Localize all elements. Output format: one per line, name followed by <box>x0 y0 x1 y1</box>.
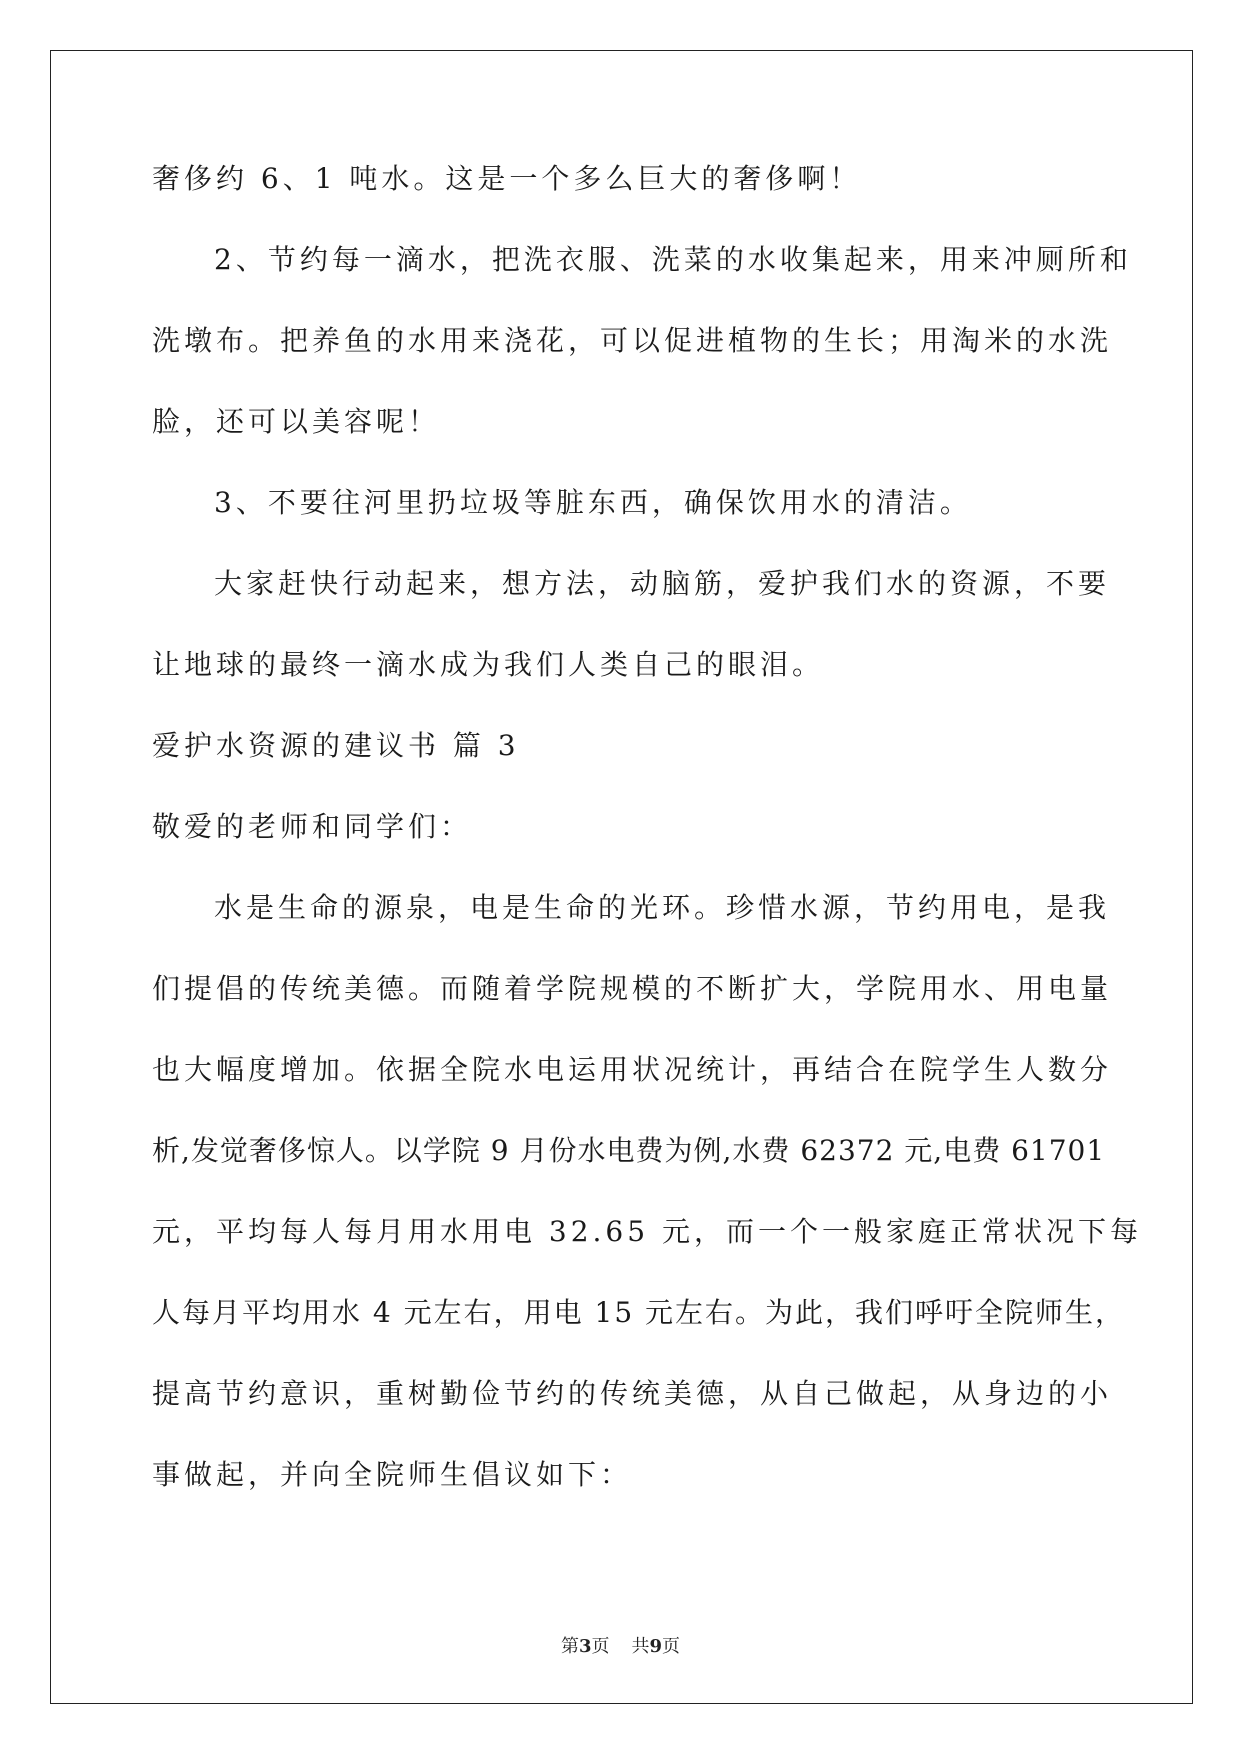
text-line: 让地球的最终一滴水成为我们人类自己的眼泪。 <box>152 648 825 681</box>
document-body <box>152 162 1142 1542</box>
text-line: 也大幅度增加。依据全院水电运用状况统计，再结合在院学生人数分 <box>152 1053 1113 1086</box>
footer-page-suffix: 页 <box>591 1636 610 1657</box>
text-line: 提高节约意识，重树勤俭节约的传统美德，从自己做起，从身边的小 <box>152 1377 1113 1410</box>
footer-total-prefix: 共 <box>631 1636 650 1657</box>
salutation: 敬爱的老师和同学们： <box>152 810 473 843</box>
total-pages-number: 9 <box>649 1636 663 1657</box>
text-line: 析,发觉奢侈惊人。以学院 9 月份水电费为例,水费 62372 元,电费 61701 <box>152 1134 1106 1167</box>
text-line: 洗墩布。把养鱼的水用来浇花，可以促进植物的生长；用淘米的水洗 <box>152 324 1113 357</box>
text-line: 2、节约每一滴水，把洗衣服、洗菜的水收集起来，用来冲厕所和 <box>214 243 1132 276</box>
footer-prefix: 第 <box>560 1636 579 1657</box>
text-line: 水是生命的源泉，电是生命的光环。珍惜水源，节约用电，是我 <box>214 891 1111 924</box>
page-footer <box>0 1632 1241 1658</box>
text-line: 脸，还可以美容呢！ <box>152 405 441 438</box>
text-line: 元，平均每人每月用水用电 32.65 元，而一个一般家庭正常状况下每 <box>152 1215 1142 1248</box>
current-page-number: 3 <box>578 1636 592 1657</box>
text-line: 奢侈约 6、1 吨水。这是一个多么巨大的奢侈啊！ <box>152 162 862 195</box>
text-line: 们提倡的传统美德。而随着学院规模的不断扩大，学院用水、用电量 <box>152 972 1113 1005</box>
text-line: 3、不要往河里扔垃圾等脏东西，确保饮用水的清洁。 <box>214 486 972 519</box>
text-line: 大家赶快行动起来，想方法，动脑筋，爱护我们水的资源，不要 <box>214 567 1111 600</box>
footer-total-suffix: 页 <box>662 1636 681 1657</box>
text-line: 人每月平均用水 4 元左右，用电 15 元左右。为此，我们呼吁全院师生， <box>152 1296 1126 1329</box>
section-heading: 爱护水资源的建议书 篇 3 <box>152 729 520 762</box>
text-line: 事做起，并向全院师生倡议如下： <box>152 1458 633 1491</box>
